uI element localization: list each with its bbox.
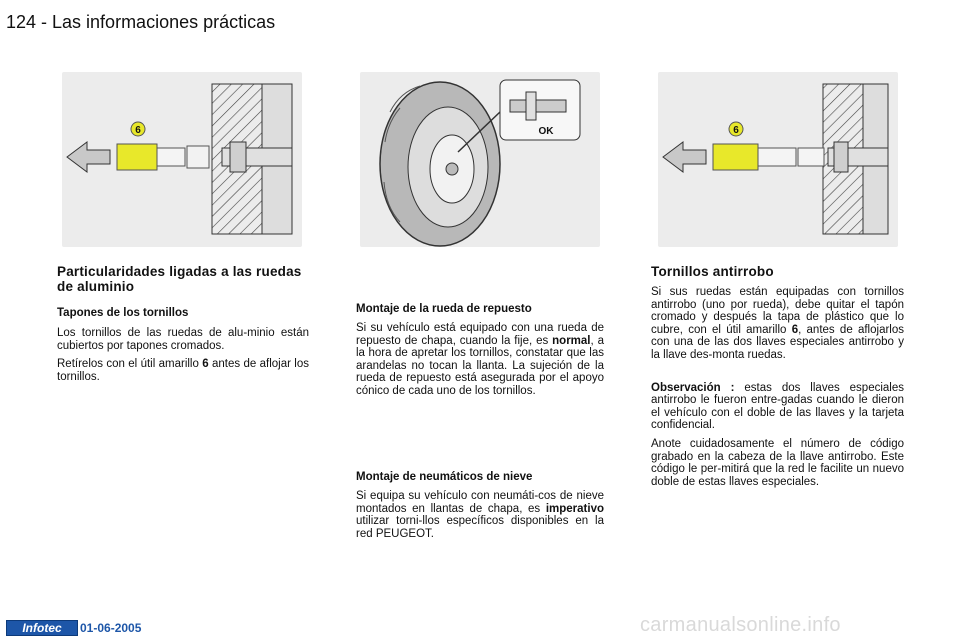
right-column [651,264,904,488]
figure-label-middle: OK [538,126,554,137]
figure-antitheft-bolt [658,72,898,247]
infotec-logo [6,620,78,636]
antitheft-illustration [658,72,898,247]
paragraph-remove-caps: Retírelos con el útil amarillo 6 antes de aflojar los tornillos. [57,358,309,383]
paragraph-code-note: Anote cuidadosamente el número de código grabado en la cabeza de la llave antirrobo. Este código le per-mitirá que la red le facilite un nuevo doble de estas llaves especiales. [651,437,904,488]
page-title: 124 - Las informaciones prácticas [6,12,276,32]
spare-wheel-illustration [360,72,600,247]
figure-label-left: 6 [135,125,141,136]
paragraph-observation: Observación : estas dos llaves especiales antirrobo le fueron entre-gadas cuando le dieron el vehículo con el doble de las llaves y la tarjeta confidencial. [651,381,904,432]
paragraph-snow-tires: Si equipa su vehículo con neumáti-cos de nieve montados en llantas de chapa, es imperativo utilizar torni-llos específicos disponibles en la red PEUGEOT. [356,490,604,540]
watermark: carmanualsonline.info [640,614,841,636]
figure-alloy-wheel-cap-removal [62,72,302,247]
subheading-bolt-caps: Tapones de los tornillos [57,307,189,319]
middle-column-snow [356,470,604,540]
paragraph-antitheft: Si sus ruedas están equipadas con tornillos antirrobo (uno por rueda), debe quitar el tapón cromado y después la tapa de plástico que lo cubre, con el útil amarillo 6, antes de aflojarlos con una de las dos llaves especiales antirrobo y la llave des-monta ruedas. [651,286,904,361]
left-column [57,264,309,383]
paragraph-bolt-caps: Los tornillos de las ruedas de alu-minio están cubiertos por tapones cromados. [57,327,309,352]
middle-column [356,302,604,398]
section-heading-antitheft: Tornillos antirrobo [651,264,774,279]
cap-removal-illustration [62,72,302,247]
observation-label: Observación : [651,381,735,394]
section-heading-alloy-wheels: Particularidades ligadas a las ruedas de aluminio [57,264,302,294]
paragraph-spare-wheel: Si su vehículo está equipado con una rueda de repuesto de chapa, cuando la fije, es normal, a la hora de apretar los tornillos, constatar que las arandelas no tocan la llanta. La sujeción de la rueda de repuesto está asegurada por el apoyo cónico de cada uno de los tornillos. [356,322,604,397]
subheading-spare-wheel: Montaje de la rueda de repuesto [356,303,532,315]
subheading-snow-tires: Montaje de neumáticos de nieve [356,471,533,483]
figure-label-right: 6 [733,125,739,136]
infotec-logo-text: Infotec [22,621,62,635]
footer-date: 01-06-2005 [80,621,142,635]
figure-spare-wheel [360,72,600,247]
